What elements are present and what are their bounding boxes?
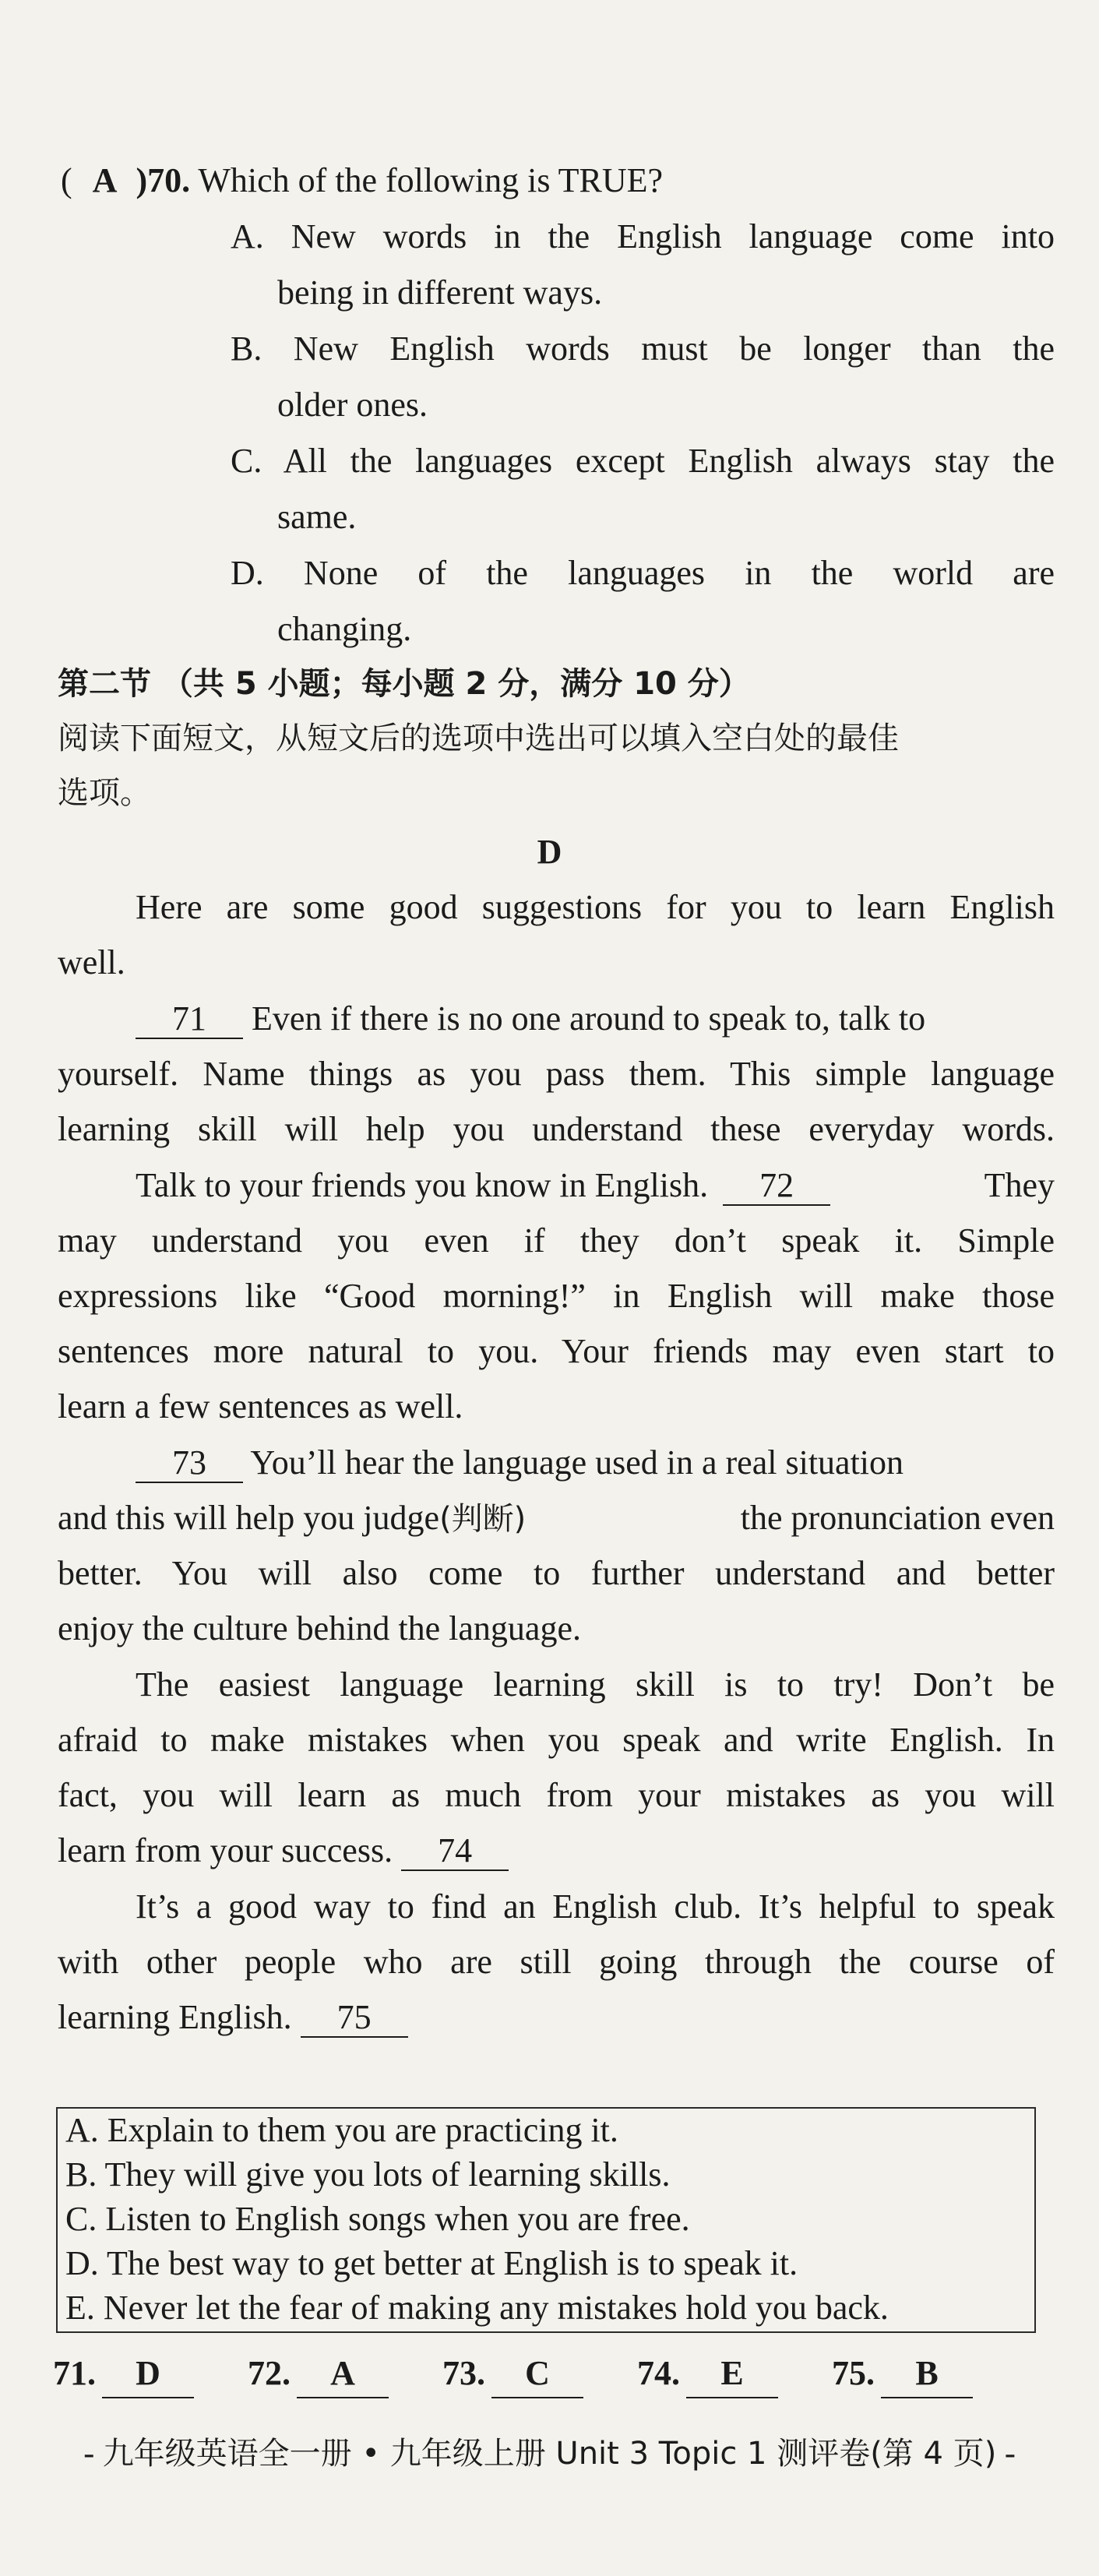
answer-num: 71.	[53, 2354, 96, 2392]
choice-e: E. Never let the fear of making any mistakes hold you back.	[65, 2289, 889, 2327]
options-box	[56, 2107, 1036, 2333]
passage-p5-line1: The easiest language learning skill is to try! Don’t be	[136, 1665, 1055, 1704]
passage-p5-line3: fact, you will learn as much from your mistakes as you will	[58, 1776, 1055, 1814]
blank-71: 71	[136, 1000, 243, 1039]
choice-b: B. They will give you lots of learning skills.	[65, 2155, 671, 2194]
q70-option-d-line2: changing.	[277, 610, 412, 648]
q70-option-b-line2: older ones.	[277, 386, 428, 424]
q70-option-a-line2: being in different ways.	[277, 273, 603, 312]
footer-dash-left: -	[83, 2436, 95, 2472]
q70-option-c-line2: same.	[277, 498, 357, 536]
passage-p1-line1: Here are some good suggestions for you to learn English	[136, 888, 1055, 926]
answer-row	[53, 2350, 973, 2398]
p4-line1-text: You’ll hear the language used in a real situation	[250, 1443, 904, 1482]
answer-value: D	[102, 2350, 194, 2398]
passage-p5-line4	[58, 1827, 509, 1874]
passage-p6-line2: with other people who are still going through the course of	[58, 1943, 1055, 1981]
answer-value: A	[297, 2350, 389, 2398]
passage-p3-line1	[136, 1162, 1055, 1209]
passage-p5-line2: afraid to make mistakes when you speak and write English. In	[58, 1721, 1055, 1759]
answer-value: E	[686, 2350, 778, 2398]
p4-line2-text-a: and this will help you judge	[58, 1499, 440, 1537]
q70-number: )70.	[136, 161, 191, 199]
section-title: 第二节 （共 5 小题；每小题 2 分，满分 10 分）	[58, 666, 750, 702]
passage-p4-line1	[136, 1440, 1055, 1486]
q70-option-d-line1: D. None of the languages in the world are	[231, 554, 1055, 592]
p2-line1-text: Even if there is no one around to speak to, talk to	[252, 999, 926, 1038]
passage-p3-line3: expressions like “Good morning!” in English will make those	[58, 1277, 1055, 1315]
passage-p3-line4: sentences more natural to you. Your friends may even start to	[58, 1332, 1055, 1370]
footer-text: 九年级英语全一册 • 九年级上册 Unit 3 Topic 1 测评卷(第 4 页)	[102, 2436, 997, 2472]
passage-p3-line5: learn a few sentences as well.	[58, 1387, 463, 1425]
p4-line2-chinese: (判断)	[439, 1501, 527, 1537]
answer-num: 73.	[442, 2354, 485, 2392]
question-70-stem	[61, 157, 663, 204]
q70-answer: A	[92, 161, 118, 199]
blank-72: 72	[723, 1167, 830, 1206]
passage-label: D	[537, 833, 562, 871]
blank-75: 75	[301, 1999, 408, 2038]
answer-num: 72.	[248, 2354, 291, 2392]
q70-option-c-line1: C. All the languages except English always stay the	[231, 442, 1055, 480]
answer-num: 75.	[832, 2354, 875, 2392]
choice-d: D. The best way to get better at English is to speak it.	[65, 2244, 798, 2282]
p3-line1-text-b: They	[984, 1166, 1055, 1204]
footer-dash-right: -	[1004, 2436, 1016, 2472]
answer-73	[442, 2350, 583, 2398]
q70-option-a-line1: A. New words in the English language come into	[231, 217, 1055, 255]
passage-p2-line1	[136, 996, 1055, 1042]
passage-p6-line1: It’s a good way to find an English club. It’s helpful to speak	[136, 1887, 1055, 1926]
choice-c: C. Listen to English songs when you are free.	[65, 2200, 690, 2238]
choice-a: A. Explain to them you are practicing it.	[65, 2111, 618, 2149]
passage-p1-line2: well.	[58, 943, 125, 981]
answer-74	[637, 2350, 778, 2398]
passage-p4-line2	[58, 1495, 1055, 1542]
passage-p2-line3: learning skill will help you understand these everyday words.	[58, 1110, 1055, 1148]
passage-p4-line3: better. You will also come to further understand and better	[58, 1554, 1055, 1592]
page-footer	[0, 2430, 1099, 2477]
blank-73: 73	[136, 1444, 243, 1483]
answer-value: C	[491, 2350, 583, 2398]
q70-option-b-line1: B. New English words must be longer than the	[231, 329, 1055, 368]
q70-text: Which of the following is TRUE?	[198, 161, 664, 199]
answer-71	[53, 2350, 194, 2398]
section-instruction-line1: 阅读下面短文，从短文后的选项中选出可以填入空白处的最佳	[58, 721, 899, 756]
passage-p3-line2: may understand you even if they don’t speak it. Simple	[58, 1221, 1055, 1260]
p4-line2-text-b: the pronunciation even	[740, 1499, 1055, 1537]
p3-line1-text-a: Talk to your friends you know in English.	[136, 1166, 709, 1204]
section-instruction-line2: 选项。	[58, 775, 151, 811]
answer-value: B	[881, 2350, 973, 2398]
answer-num: 74.	[637, 2354, 680, 2392]
answer-75	[832, 2350, 973, 2398]
p5-line4-text: learn from your success.	[58, 1831, 393, 1869]
answer-paren-open: (	[61, 161, 72, 199]
blank-74: 74	[401, 1832, 509, 1871]
answer-72	[248, 2350, 389, 2398]
passage-p4-line4: enjoy the culture behind the language.	[58, 1609, 581, 1647]
p6-line3-text: learning English.	[58, 1998, 292, 2036]
passage-p2-line2: yourself. Name things as you pass them. This simple language	[58, 1055, 1055, 1093]
passage-p6-line3	[58, 1994, 408, 2041]
